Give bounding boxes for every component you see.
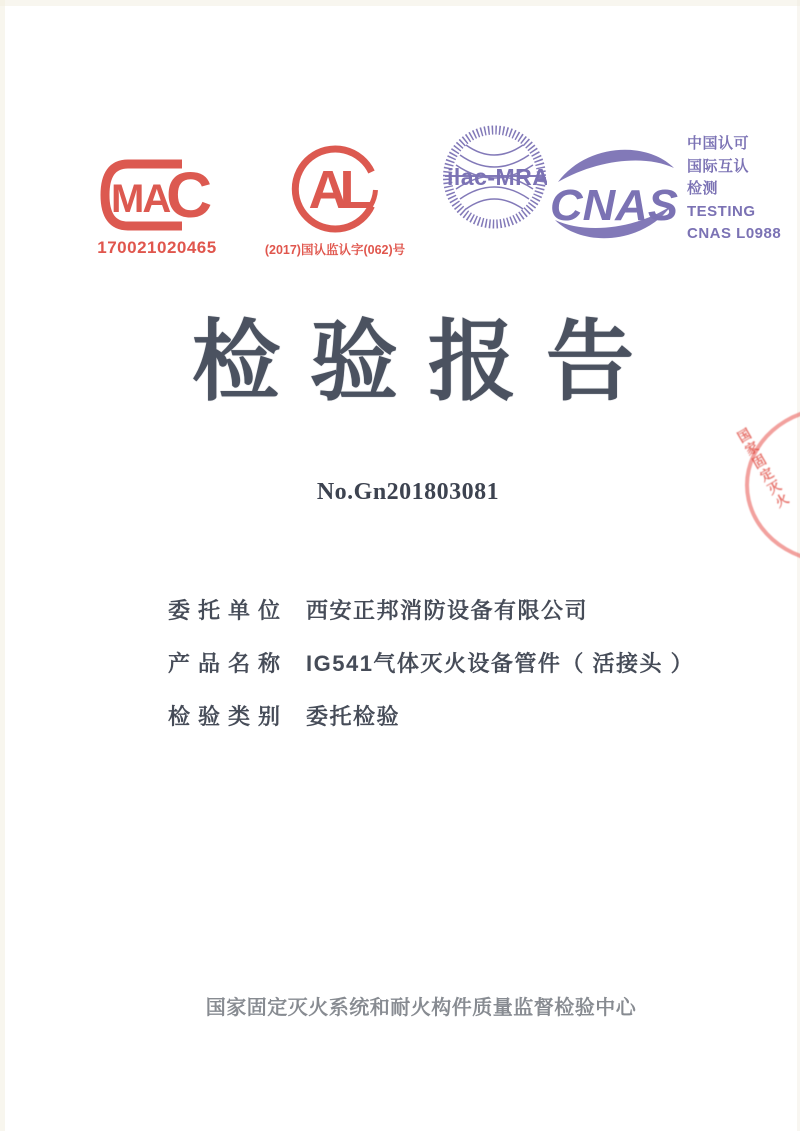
cma-logo-ma-text: MA xyxy=(111,177,170,221)
scan-edge-top xyxy=(0,0,800,6)
cma-logo-icon xyxy=(97,156,217,234)
ilac-mra-block xyxy=(442,121,547,238)
field-row-test-type xyxy=(168,700,694,753)
cnas-line-2: 国际互认 xyxy=(687,157,750,175)
al-cert-line: (2017)国认监认字(062)号 xyxy=(264,243,406,257)
report-fields xyxy=(168,594,694,753)
field-label-test-type: 检验类别 xyxy=(168,704,289,729)
cma-certification-block xyxy=(95,156,219,258)
cnas-line-4: TESTING xyxy=(687,202,756,220)
cnas-block xyxy=(548,140,681,255)
field-value-client: 西安正邦消防设备有限公司 xyxy=(306,598,589,623)
cma-logo-c-text: C xyxy=(166,159,213,231)
field-value-product: IG541气体灭火设备管件（ 活接头 ） xyxy=(306,651,695,676)
ilac-mra-logo-icon xyxy=(442,121,547,233)
cnas-line-1: 中国认可 xyxy=(687,135,750,152)
scan-edge-left xyxy=(0,0,5,1131)
field-value-test-type: 委托检验 xyxy=(306,704,401,729)
report-number: No.Gn201803081 xyxy=(316,479,500,505)
cnas-logo-icon xyxy=(548,140,681,250)
cnas-line-3: 检测 xyxy=(687,180,719,197)
cma-cert-number: 170021020465 xyxy=(97,238,217,257)
report-title-text: 检验报告 xyxy=(191,312,664,411)
al-logo-text: AL xyxy=(308,160,364,220)
footer-org-name: 国家固定灭火系统和耐火构件质量监督检验中心 xyxy=(205,997,637,1019)
red-stamp-text: 国家固定灭火 xyxy=(733,426,792,512)
cnas-logo-text: CNAS xyxy=(550,181,678,230)
field-row-client xyxy=(168,594,694,647)
field-label-product: 产品名称 xyxy=(168,651,289,676)
cnas-accreditation-lines xyxy=(687,133,781,246)
al-logo-icon xyxy=(285,142,386,237)
ilac-mra-logo-text: ilac-MRA xyxy=(447,164,547,190)
al-accreditation-block xyxy=(250,142,420,258)
field-label-client: 委托单位 xyxy=(168,598,289,623)
report-title xyxy=(13,312,800,411)
cnas-line-5: CNAS L0988 xyxy=(687,225,782,242)
field-row-product xyxy=(168,647,694,700)
